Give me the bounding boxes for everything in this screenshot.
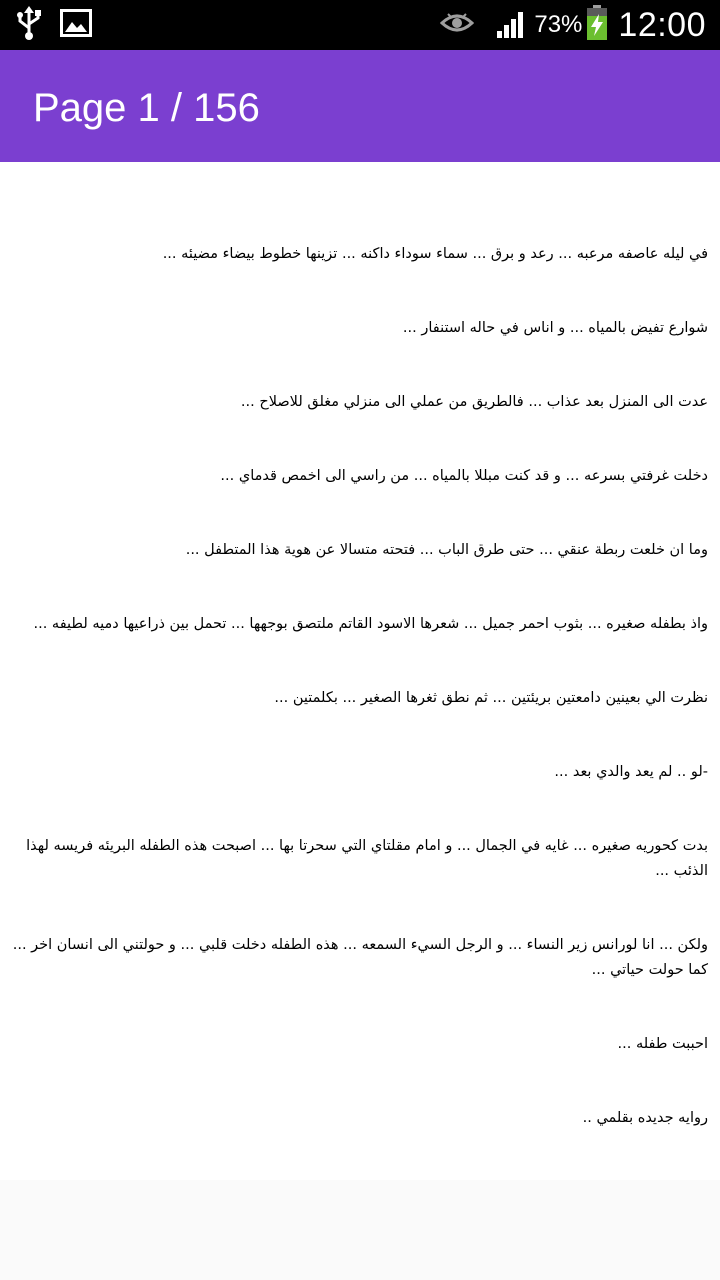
status-bar-left <box>16 8 92 42</box>
paragraph: -لو .. لم يعد والدي بعد ... <box>554 764 708 780</box>
paragraph: ولكن ... انا لورانس زير النساء ... و الرجل السيء السمعه ... هذه الطفله دخلت قلبي ... و حولتني الى انسان اخر ... كما حولت حياتي ... <box>12 937 708 978</box>
usb-icon <box>16 6 42 44</box>
status-bar-right <box>440 0 706 50</box>
app-bar <box>0 50 720 162</box>
paragraph: شوارع تفيض بالمياه ... و اناس في حاله استنفار ... <box>402 320 708 336</box>
paragraph: واذ بطفله صغيره ... بثوب احمر جميل ... شعرها الاسود القاتم ملتصق بوجهها ... تحمل بين ذراعيها دميه لطيفه ... <box>33 616 708 632</box>
page-title: Page 1 / 156 <box>33 86 260 130</box>
clock: 12:00 <box>618 5 706 44</box>
paragraph: نظرت الي بعينين دامعتين بريئتين ... ثم نطق ثغرها الصغير ... بكلمتين ... <box>274 690 708 706</box>
paragraph: عدت الى المنزل بعد عذاب ... فالطريق من عملي الى منزلي مغلق للاصلاح ... <box>240 394 708 410</box>
paragraph: دخلت غرفتي بسرعه ... و قد كنت مبللا بالمياه ... من راسي الى اخمص قدماي ... <box>220 468 708 484</box>
battery-charging-icon <box>586 5 608 45</box>
paragraph: بدت كحوريه صغيره ... غايه في الجمال ... و امام مقلتاي التي سحرتا بها ... اصبحت هذه الطفله البريئه فريسه لهذا الذئب ... <box>26 838 708 879</box>
text-body <box>0 242 708 1180</box>
paragraph: احببت طفله ... <box>617 1036 708 1052</box>
paragraph: وما ان خلعت ربطة عنقي ... حتى طرق الباب ... فتحته متسالا عن هوية هذا المتطفل ... <box>185 542 708 558</box>
signal-icon <box>496 7 528 43</box>
battery-percent: 73% <box>534 11 583 38</box>
bottom-area <box>0 1180 720 1280</box>
status-bar <box>0 0 720 50</box>
reader-content[interactable] <box>0 162 720 1180</box>
paragraph: في ليله عاصفه مرعبه ... رعد و برق ... سماء سوداء داكنه ... تزينها خطوط بيضاء مضيئه ... <box>162 246 708 262</box>
paragraph: روايه جديده بقلمي .. <box>582 1110 708 1126</box>
eye-icon <box>440 11 474 39</box>
image-icon <box>60 9 92 41</box>
